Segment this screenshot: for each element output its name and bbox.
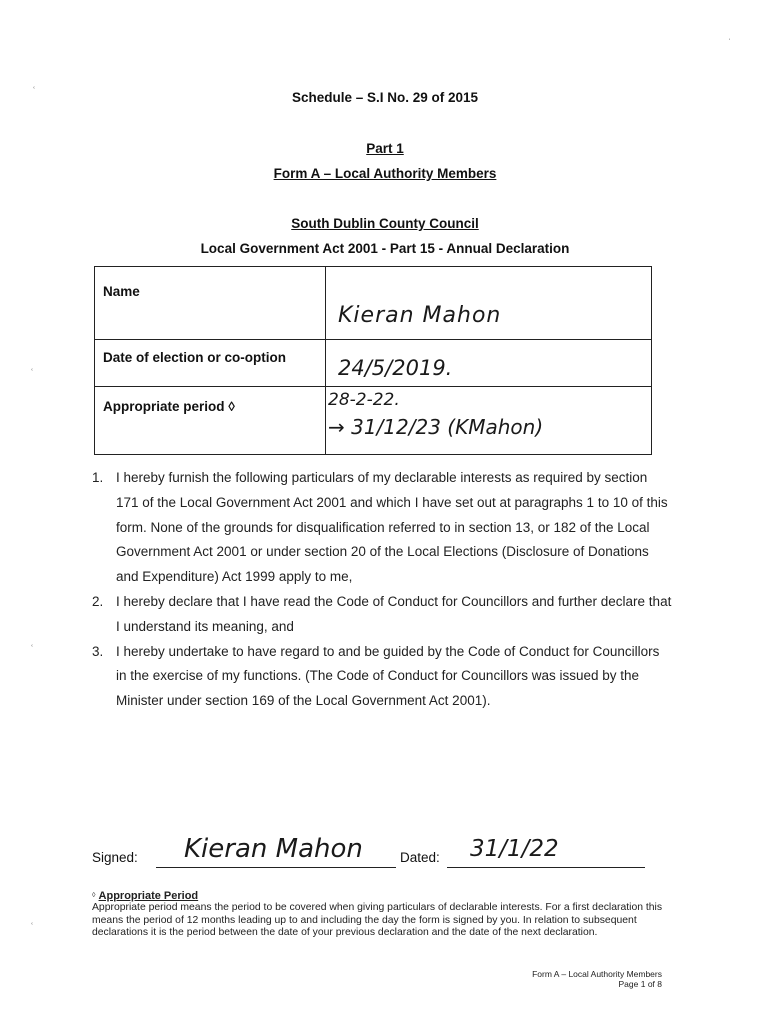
declaration-item — [92, 466, 672, 590]
scan-mark: ʿ — [30, 642, 34, 656]
dated-label: Dated: — [400, 850, 440, 865]
scan-mark: ʿ — [30, 920, 34, 934]
period-label: Appropriate period ◊ — [95, 387, 326, 455]
declaration-text: I hereby undertake to have regard to and be guided by the Code of Conduct for Councillors in the exercise of my functions. (The Code of Conduct for Councillors was issued by the Minister under section 169 of the Local Government Act 2001). — [116, 643, 660, 709]
declaration-item — [92, 640, 672, 714]
election-date-label: Date of election or co-option — [95, 340, 326, 387]
part-title: Part 1 — [366, 141, 404, 156]
period-cell — [326, 387, 652, 455]
act-subtitle: Local Government Act 2001 - Part 15 - Annual Declaration — [200, 241, 570, 256]
election-date-row — [95, 340, 652, 387]
date-line — [447, 867, 645, 868]
declarations-list — [92, 466, 672, 714]
declaration-number: 3. — [92, 643, 104, 659]
period-end-handwritten: → 31/12/23 (KMahon) — [328, 415, 544, 439]
declaration-number: 1. — [92, 470, 104, 485]
council-title: South Dublin County Council — [291, 216, 479, 231]
member-details-table — [94, 266, 652, 455]
declaration-text: I hereby furnish the following particulars of my declarable interests as required by section 171 of the Local Government Act 2001 and which I have set out at paragraphs 1 to 10 of this form. None of the grounds for disqualification referred to in section 13, or 182 of the Local Government Act 2001 or under section 20 of the Local Elections (Disclosure of Donations and Expenditure) Act 1999 apply to me, — [116, 470, 668, 585]
footnote-marker: ◊ — [92, 892, 96, 899]
page-footer — [532, 969, 662, 989]
declaration-number: 2. — [92, 593, 104, 609]
signature-handwritten: Kieran Mahon — [184, 834, 363, 864]
footer-page-number: Page 1 of 8 — [618, 979, 662, 989]
form-title: Form A – Local Authority Members — [273, 166, 497, 181]
election-date-cell — [326, 340, 652, 387]
footnote-text: Appropriate period means the period to be covered when giving particulars of declarable interests. For a first declaration this means the period of 12 months leading up to and including the day the form is signed by you. In relation to subsequent declarations it is the period between the date of your previous declaration and the date of the next declaration. — [92, 902, 663, 939]
signature-line — [156, 867, 396, 868]
name-cell — [326, 267, 652, 340]
signature-row — [92, 834, 652, 870]
election-date-handwritten: 24/5/2019. — [338, 356, 453, 380]
signed-label: Signed: — [92, 850, 138, 865]
declaration-text: I hereby declare that I have read the Code of Conduct for Councillors and further declare that I understand its meaning, and — [116, 593, 672, 634]
period-row — [95, 387, 652, 455]
scan-mark: ʿ — [30, 366, 34, 380]
period-start-handwritten: 28-2-22. — [328, 390, 400, 410]
scan-mark: ˌ — [728, 30, 731, 40]
footnote-title: Appropriate Period — [98, 890, 199, 902]
name-row — [95, 267, 652, 340]
declaration-item — [92, 590, 672, 640]
date-handwritten: 31/1/22 — [470, 836, 559, 862]
scan-mark: ʿ — [32, 84, 36, 98]
footer-form-name: Form A – Local Authority Members — [532, 969, 662, 979]
name-label: Name — [95, 267, 326, 340]
name-handwritten: Kieran Mahon — [338, 303, 502, 328]
schedule-title: Schedule – S.I No. 29 of 2015 — [291, 90, 479, 105]
appropriate-period-footnote — [92, 890, 672, 940]
